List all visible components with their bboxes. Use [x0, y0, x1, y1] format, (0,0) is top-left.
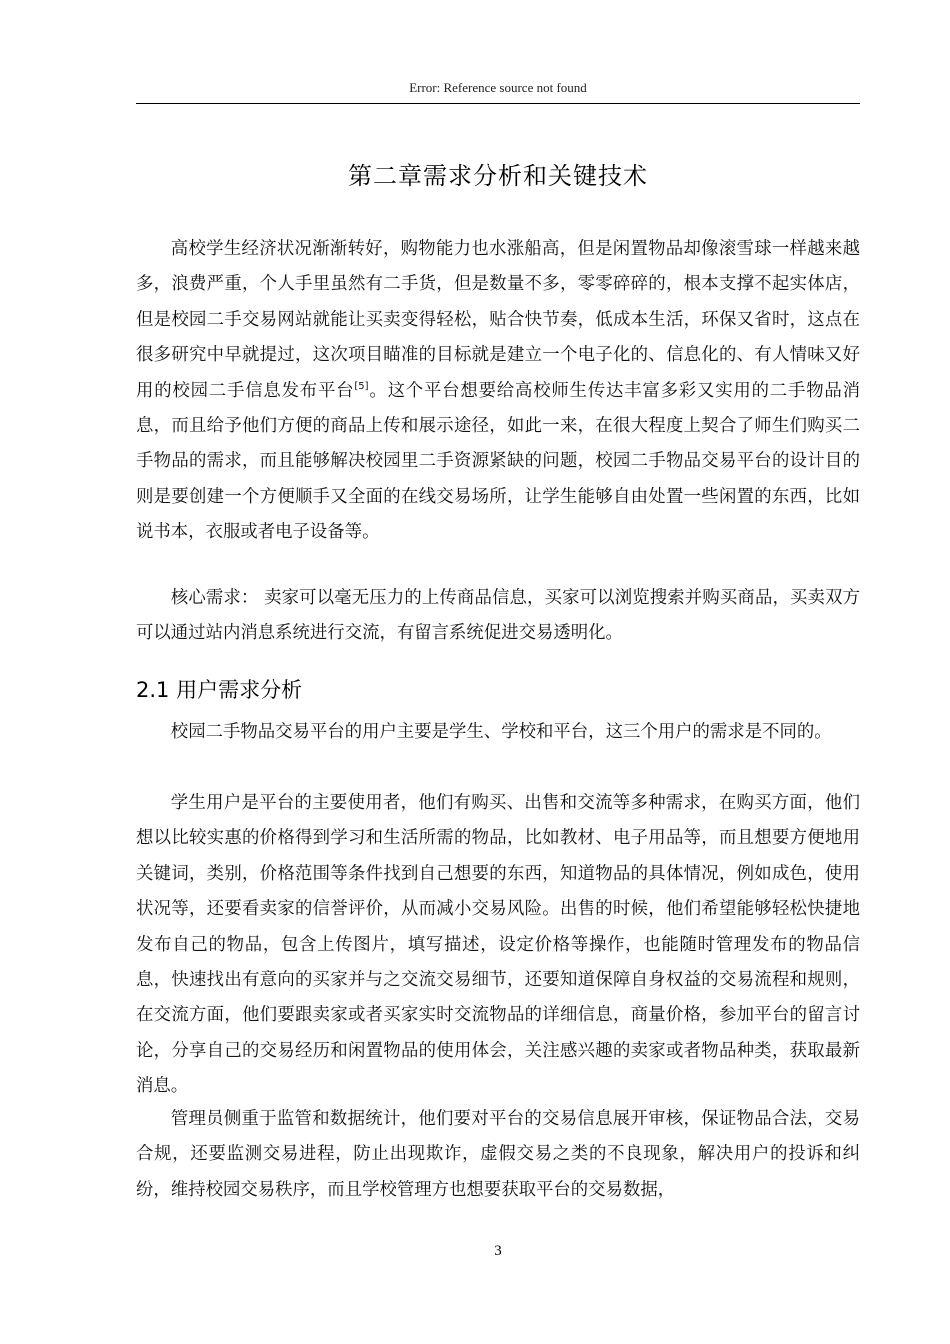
page-number: 3 [494, 1243, 502, 1259]
section-paragraph-2: 学生用户是平台的主要使用者，他们有购买、出售和交流等多种需求，在购买方面，他们想以比较实惠的价格得到学习和生活所需的物品，比如教材、电子用品等，而且想要方便地用关键词，类别，价格范围等条件找到自己想要的东西，知道物品的具体情况，例如成色，使用状况等，还要看卖家的信誉评价，从而减小交易风险。出售的时候，他们希望能够轻松快捷地发布自己的物品，包含上传图片，填写描述，设定价格等操作，也能随时管理发布的物品信息，快速找出有意向的买家并与之交流交易细节，还要知道保障自身权益的交易流程和规则，在交流方面，他们要跟卖家或者买家实时交流物品的详细信息，商量价格，参加平台的留言讨论，分享自己的交易经历和闲置物品的使用体会，关注感兴趣的卖家或者物品种类，获取最新消息。 [136, 793, 860, 1097]
section-paragraph-1: 校园二手物品交易平台的用户主要是学生、学校和平台，这三个用户的需求是不同的。 [170, 722, 832, 742]
intro-text-before-ref: 高校学生经济状况渐渐转好，购物能力也水涨船高，但是闲置物品却像滚雪球一样越来越多，浪费严重，个人手里虽然有二手货，但是数量不多，零零碎碎的，根本支撑不起实体店，但是校园二手交易网站就能让买卖变得轻松，贴合快节奏，低成本生活，环保又省时，这点在很多研究中早就提过，这次项目瞄准的目标就是建立一个电子化的、信息化的、有人情味又好用的校园二手信息发布平台 [136, 239, 860, 401]
header-rule [136, 103, 860, 104]
chapter-title: 第二章需求分析和关键技术 [348, 162, 648, 190]
intro-text-after-ref: 。这个平台想要给高校师生传达丰富多彩又实用的二手物品消息，而且给予他们方便的商品上传和展示途径，如此一来，在很大程度上契合了师生们购买二手物品的需求，而且能够解决校园里二手资源紧缺的问题，校园二手物品交易平台的设计目的则是要创建一个方便顺手又全面的在线交易场所，让学生能够自由处置一些闲置的东西，比如说书本，衣服或者电子设备等。 [136, 380, 860, 543]
core-requirements-paragraph: 核心需求： 卖家可以毫无压力的上传商品信息，买家可以浏览搜索并购买商品，买卖双方可以通过站内消息系统进行交流，有留言系统促进交易透明化。 [136, 588, 860, 644]
citation-ref: [5] [354, 380, 369, 392]
section-title: 2.1 用户需求分析 [136, 678, 303, 702]
intro-paragraph-1 [136, 232, 860, 551]
section-paragraph-3: 管理员侧重于监管和数据统计，他们要对平台的交易信息展开审核，保证物品合法，交易合规，还要监测交易进程，防止出现欺诈，虚假交易之类的不良现象，解决用户的投诉和纠纷，维持校园交易秩序，而且学校管理方也想要获取平台的交易数据， [136, 1109, 860, 1200]
running-header: Error: Reference source not found [409, 80, 587, 95]
